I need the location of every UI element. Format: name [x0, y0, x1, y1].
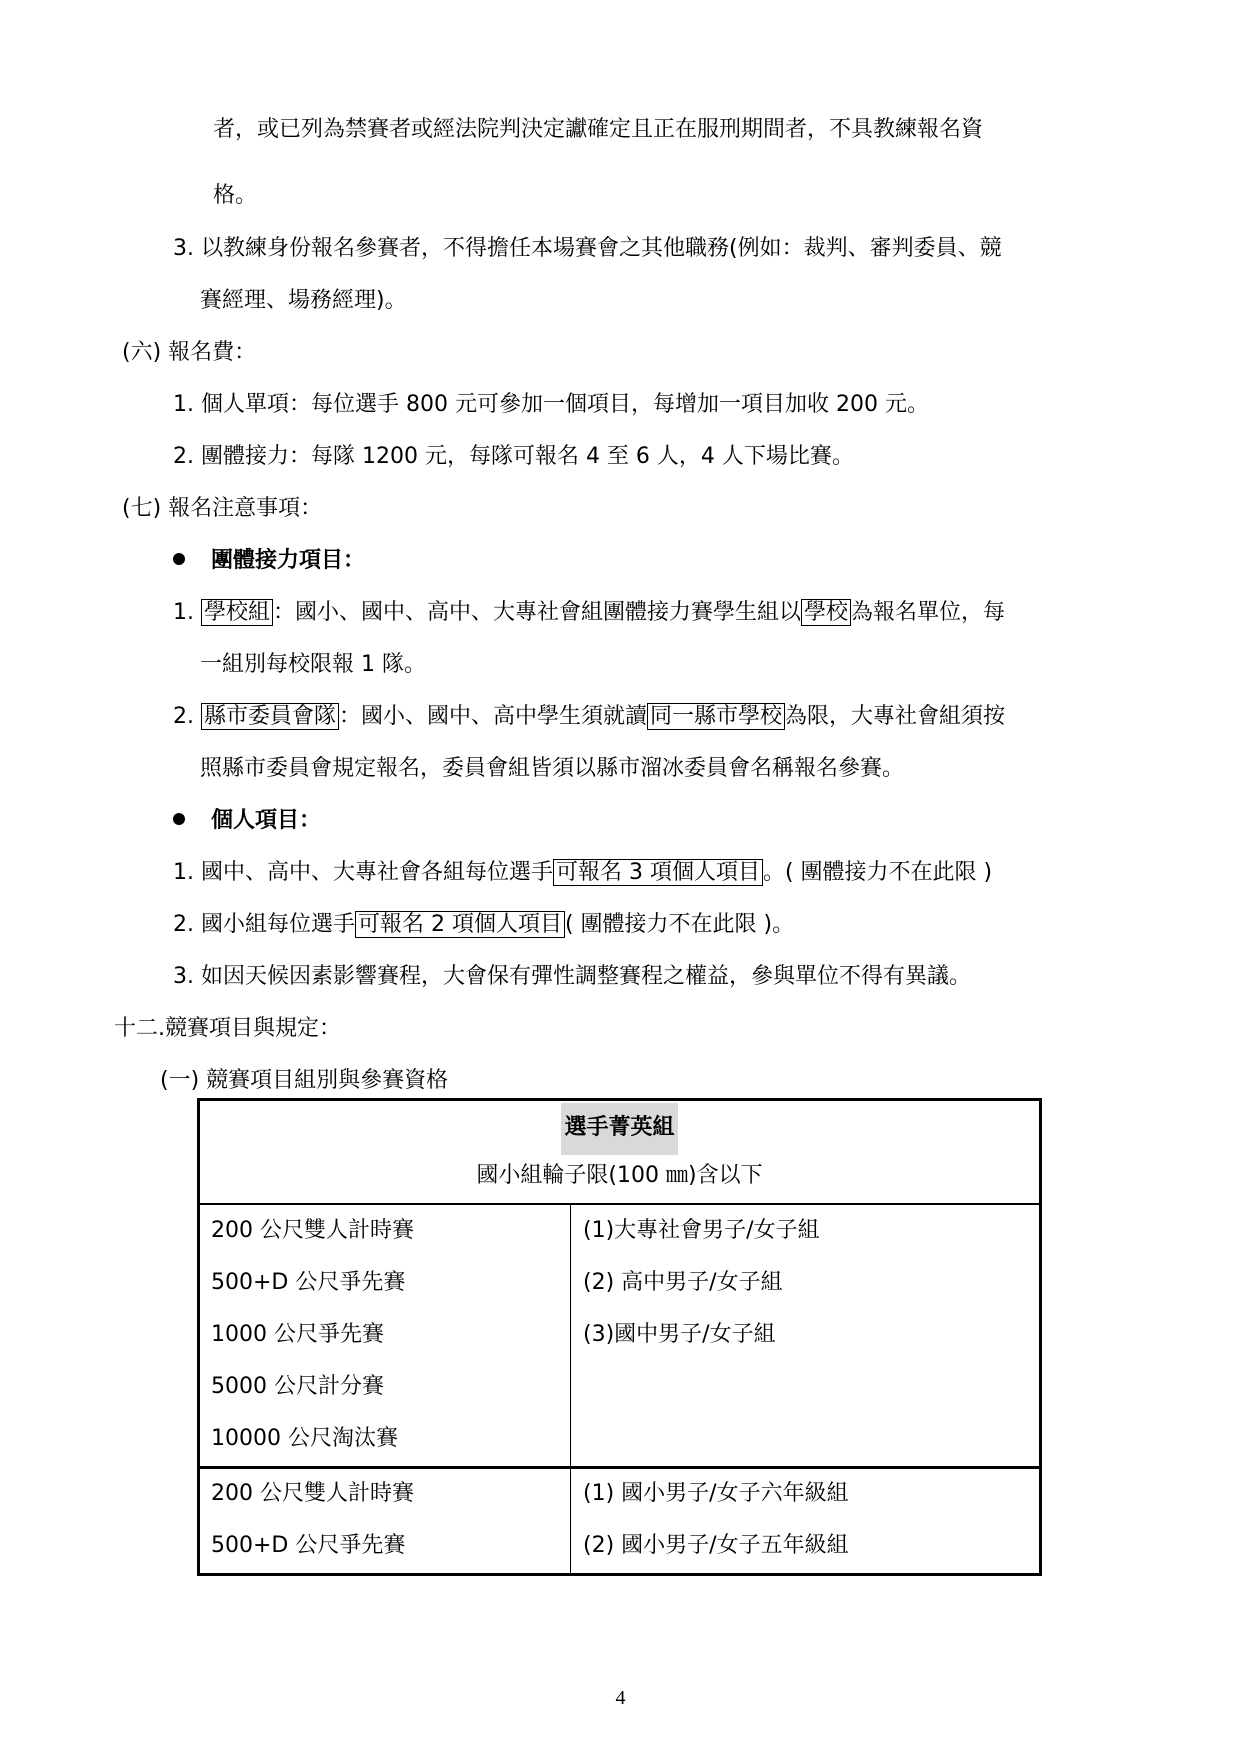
- fee-item-2: 2. 團體接力：每隊 1200 元，每隊可報名 4 至 6 人，4 人下場比賽。: [173, 444, 854, 469]
- individual-item-1: 1. 國中、高中、大專社會各組每位選手 可報名 3 項個人項目 。( 團體接力不在此限 ): [173, 860, 993, 885]
- table-cell: 200 公尺雙人計時賽: [211, 1481, 414, 1506]
- boxed-term: 學校: [801, 599, 851, 626]
- text-line: 賽經理、場務經理)。: [200, 288, 407, 313]
- section-heading-7: (七) 報名注意事項：: [122, 496, 323, 521]
- bullet-icon: [173, 813, 185, 825]
- divider: [570, 1204, 571, 1573]
- divider: [200, 1466, 1039, 1469]
- team-item-1: 1. 學校組 ：國小、國中、高中、大專社會組團體接力賽學生組以 學校 為報名單位，每: [173, 600, 1006, 625]
- table-cell: (2) 高中男子/女子組: [583, 1270, 783, 1295]
- text-line: 照縣市委員會規定報名，委員會組皆須以縣市溜冰委員會名稱報名參賽。: [200, 756, 905, 781]
- team-relay-heading: 團體接力項目：: [173, 546, 365, 576]
- text-line: 格。: [213, 183, 258, 208]
- boxed-term: 學校組: [201, 599, 273, 626]
- table-cell: 1000 公尺爭先賽: [211, 1322, 384, 1347]
- section-heading-6: (六) 報名費：: [122, 340, 257, 365]
- text-line: 一組別每校限報 1 隊。: [200, 652, 426, 677]
- table-cell: (1)大專社會男子/女子組: [583, 1218, 820, 1243]
- table-header: 選手菁英組: [561, 1103, 677, 1155]
- list-item-3: 3. 以教練身份報名參賽者，不得擔任本場賽會之其他職務(例如：裁判、審判委員、競: [173, 236, 1002, 261]
- table-cell: (2) 國小男子/女子五年級組: [583, 1533, 849, 1558]
- boxed-term: 縣市委員會隊: [201, 703, 339, 730]
- section-heading-12: 十二.競賽項目與規定：: [114, 1016, 341, 1041]
- fee-item-1: 1. 個人單項：每位選手 800 元可參加一個項目，每增加一項目加收 200 元。: [173, 392, 929, 417]
- divider: [200, 1203, 1039, 1205]
- boxed-term: 同一縣市學校: [647, 703, 785, 730]
- events-table: [197, 1098, 1042, 1576]
- individual-item-2: 2. 國小組每位選手 可報名 2 項個人項目 ( 團體接力不在此限 )。: [173, 912, 795, 937]
- boxed-term: 可報名 3 項個人項目: [553, 859, 763, 886]
- table-subheader: 國小組輪子限(100 ㎜)含以下: [476, 1163, 763, 1188]
- table-cell: 10000 公尺淘汰賽: [211, 1426, 398, 1451]
- bullet-icon: [173, 553, 185, 565]
- table-cell: 500+D 公尺爭先賽: [211, 1270, 406, 1295]
- page-number: 4: [615, 1687, 626, 1709]
- table-cell: (3)國中男子/女子組: [583, 1322, 776, 1347]
- subsection-heading: (一) 競賽項目組別與參賽資格: [160, 1068, 449, 1093]
- team-item-2: 2. 縣市委員會隊 ：國小、國中、高中學生須就讀 同一縣市學校 為限，大專社會組須按: [173, 704, 1006, 729]
- individual-item-3: 3. 如因天候因素影響賽程，大會保有彈性調整賽程之權益，參與單位不得有異議。: [173, 964, 971, 989]
- table-cell: 200 公尺雙人計時賽: [211, 1218, 414, 1243]
- table-cell: 500+D 公尺爭先賽: [211, 1533, 406, 1558]
- table-cell: (1) 國小男子/女子六年級組: [583, 1481, 849, 1506]
- boxed-term: 可報名 2 項個人項目: [355, 911, 565, 938]
- table-cell: 5000 公尺計分賽: [211, 1374, 384, 1399]
- text-line: 者，或已列為禁賽者或經法院判決定讞確定且正在服刑期間者，不具教練報名資: [213, 117, 984, 142]
- individual-heading: 個人項目：: [173, 806, 321, 836]
